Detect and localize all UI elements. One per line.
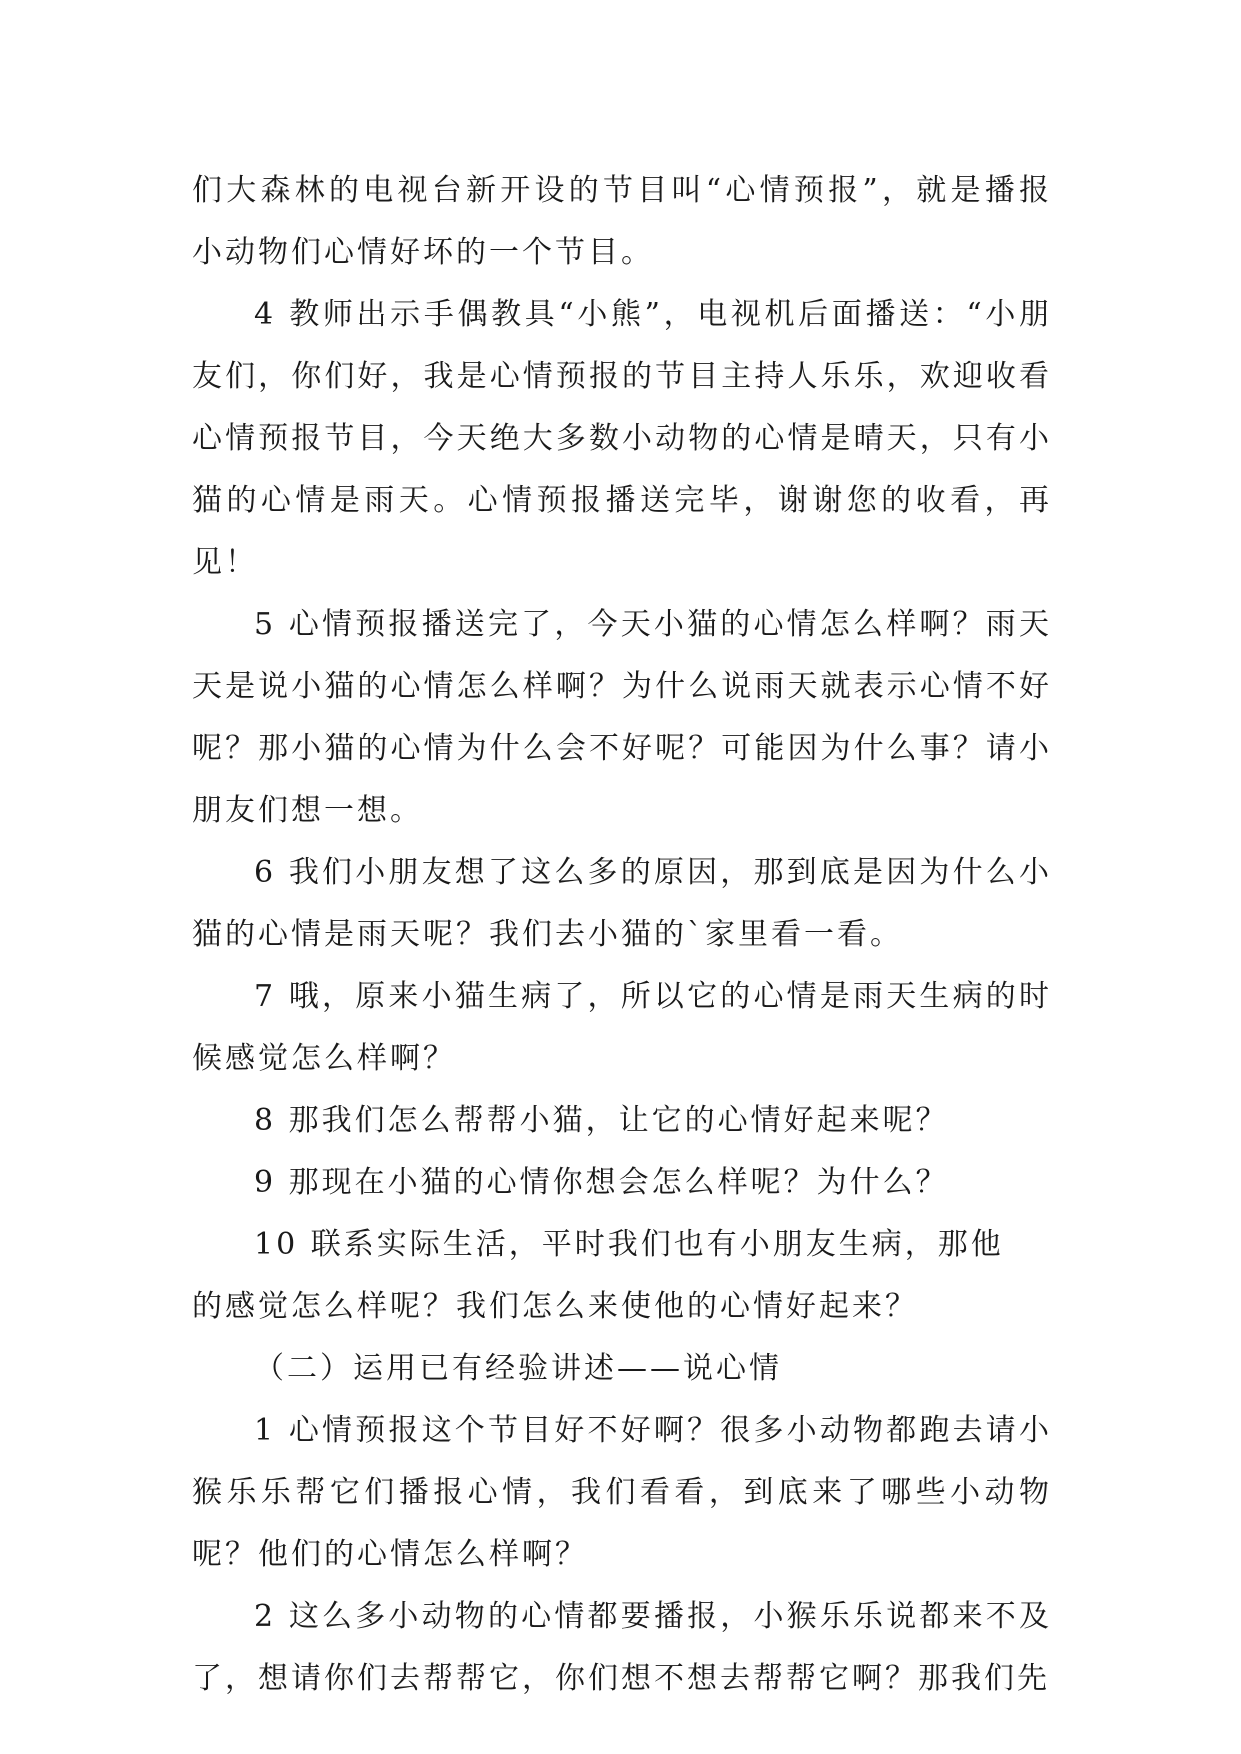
paragraph-item-7: 7 哦，原来小猫生病了，所以它的心情是雨天生病的时候感觉怎么样啊？ <box>192 979 1052 1076</box>
section-heading: （二）运用已有经验讲述——说心情 <box>254 1351 782 1386</box>
paragraph-item-4: 4 教师出示手偶教具“小熊”，电视机后面播送：“小朋友们，你们好，我是心情预报的节目主持人乐乐，欢迎收看心情预报节目，今天绝大多数小动物的心情是晴天，只有小猫的心情是雨天。心情预报播送完毕，谢谢您的收看，再见！ <box>192 297 1052 580</box>
paragraph-item-6: 6 我们小朋友想了这么多的原因，那到底是因为什么小猫的心情是雨天呢？我们去小猫的`家里看一看。 <box>192 855 1052 952</box>
paragraph-section2-item-1: 1 心情预报这个节目好不好啊？很多小动物都跑去请小猴乐乐帮它们播报心情，我们看看，到底来了哪些小动物呢？他们的心情怎么样啊？ <box>192 1413 1052 1572</box>
paragraph-item-9: 9 那现在小猫的心情你想会怎么样呢？为什么？ <box>254 1165 949 1200</box>
paragraph-continuation: 们大森林的电视台新开设的节目叫“心情预报”，就是播报小动物们心情好坏的一个节目。 <box>192 173 1052 270</box>
paragraph-item-10-continued: 的感觉怎么样呢？我们怎么来使他的心情好起来？ <box>192 1289 918 1324</box>
paragraph-item-10: 10 联系实际生活，平时我们也有小朋友生病，那他 <box>254 1227 1004 1262</box>
paragraph-item-8: 8 那我们怎么帮帮小猫，让它的心情好起来呢？ <box>254 1103 949 1138</box>
paragraph-section2-item-2: 2 这么多小动物的心情都要播报，小猴乐乐说都来不及了，想请你们去帮帮它，你们想不想去帮帮它啊？那我们先 <box>192 1599 1052 1696</box>
document-body <box>192 160 1052 1710</box>
paragraph-item-5: 5 心情预报播送完了，今天小猫的心情怎么样啊？雨天天是说小猫的心情怎么样啊？为什么说雨天就表示心情不好呢？那小猫的心情为什么会不好呢？可能因为什么事？请小朋友们想一想。 <box>192 607 1052 828</box>
